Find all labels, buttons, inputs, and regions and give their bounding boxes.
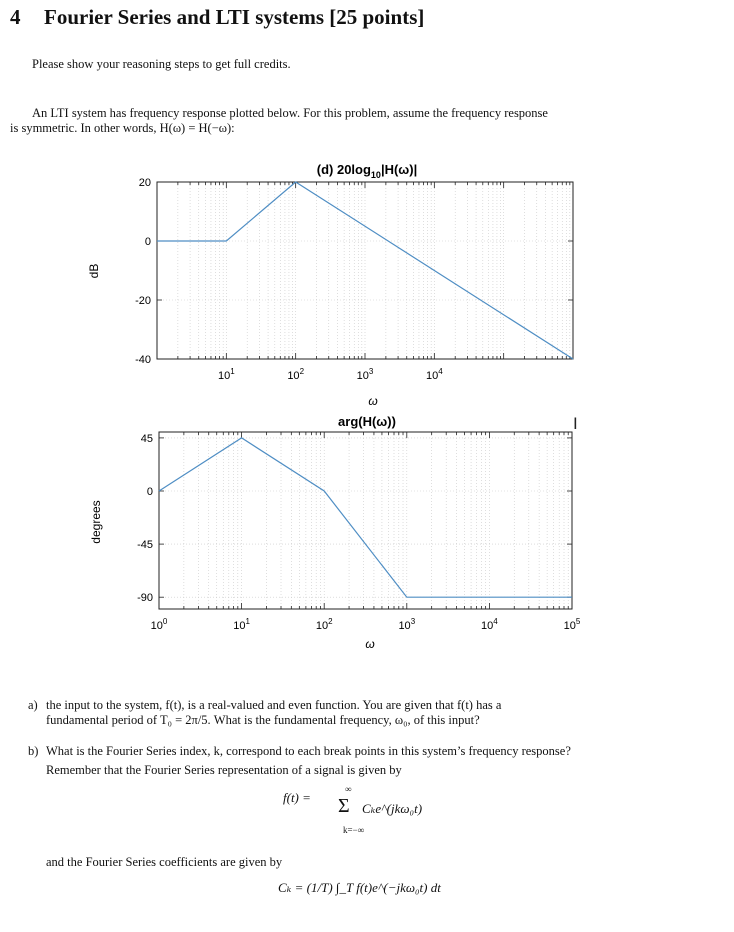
- magnitude-xtick-label: $10^2$: [287, 367, 305, 382]
- fourier-series-lhs: f(t) =: [283, 790, 311, 805]
- sum-symbol: Σ: [338, 795, 350, 817]
- phase-grid: [159, 432, 572, 609]
- phase-xtick-label: $10^3$: [398, 617, 416, 632]
- phase-plot-frame: [159, 432, 572, 609]
- question-a: [28, 698, 708, 728]
- phase-xtick-label: $10^5$: [563, 617, 581, 632]
- fourier-series-term: Cₖe^(jkω₀t): [362, 801, 423, 816]
- phase-ytick-label: -45: [137, 539, 153, 552]
- magnitude-xtick-label: $10^1$: [217, 367, 235, 382]
- phase-ytick-label: 0: [146, 486, 153, 498]
- magnitude-xtick-label: $10^4$: [425, 367, 443, 382]
- magnitude-plot-title: (d) $20\log_{10}|H(\omega)|$: [316, 162, 418, 180]
- magnitude-xlabel: ω: [368, 394, 378, 408]
- magnitude-ytick-label: -20: [135, 295, 151, 307]
- coefficient-intro: and the Fourier Series coefficients are given by: [46, 855, 283, 869]
- phase-plot: [80, 405, 600, 655]
- phase-ytick-label: -90: [137, 592, 153, 605]
- intro-paragraph: [10, 106, 700, 136]
- question-b-line-1: What is the Fourier Series index, k, correspond to each break points in this system’s frequency response?: [46, 744, 571, 758]
- intro-line-1: An LTI system has frequency response plotted below. For this problem, assume the frequency response: [32, 106, 548, 120]
- coefficient-formula: Cₖ = (1/T) ∫_T f(t)e^(−jkω₀t) dt: [278, 880, 441, 895]
- phase-series-line: [159, 438, 572, 597]
- instructions-text: Please show your reasoning steps to get full credits.: [32, 57, 291, 71]
- text-cursor-icon: I: [573, 414, 578, 433]
- question-b: [28, 744, 718, 778]
- magnitude-plot: [80, 150, 600, 415]
- question-b-label: b): [28, 744, 39, 758]
- question-a-line-1: the input to the system, f(t), is a real-valued and even function. You are given that f(t) has a: [46, 698, 502, 712]
- section-number: 4: [10, 5, 21, 29]
- intro-line-2: is symmetric. In other words, H(ω) = H(−ω):: [10, 121, 235, 135]
- phase-xlabel: ω: [365, 637, 375, 651]
- magnitude-ticks: [135, 177, 573, 382]
- section-title: Fourier Series and LTI systems [25 points]: [44, 5, 425, 29]
- phase-plot-title: arg(H(ω)): [338, 414, 396, 429]
- phase-ytick-label: 45: [140, 432, 153, 445]
- magnitude-grid: [157, 182, 573, 359]
- phase-ylabel: degrees: [89, 500, 103, 544]
- question-a-line-2: fundamental period of T₀ = 2π/5. What is the fundamental frequency, ω₀, of this input?: [46, 713, 480, 727]
- question-b-line-2: Remember that the Fourier Series representation of a signal is given by: [46, 763, 402, 777]
- phase-xtick-label: $10^4$: [481, 617, 498, 632]
- sum-lower-limit: k=−∞: [343, 825, 365, 835]
- magnitude-ytick-label: 20: [138, 177, 151, 189]
- magnitude-ytick-label: 0: [144, 236, 151, 248]
- magnitude-xtick-label: $10^3$: [356, 367, 374, 382]
- question-a-label: a): [28, 698, 38, 712]
- magnitude-ylabel: dB: [87, 263, 101, 279]
- phase-xtick-label: $10^1$: [233, 617, 250, 632]
- magnitude-ytick-label: -40: [135, 354, 151, 366]
- phase-xtick-label: $10^0$: [150, 617, 168, 632]
- sum-upper-limit: ∞: [345, 784, 352, 794]
- phase-xtick-label: $10^2$: [315, 617, 333, 632]
